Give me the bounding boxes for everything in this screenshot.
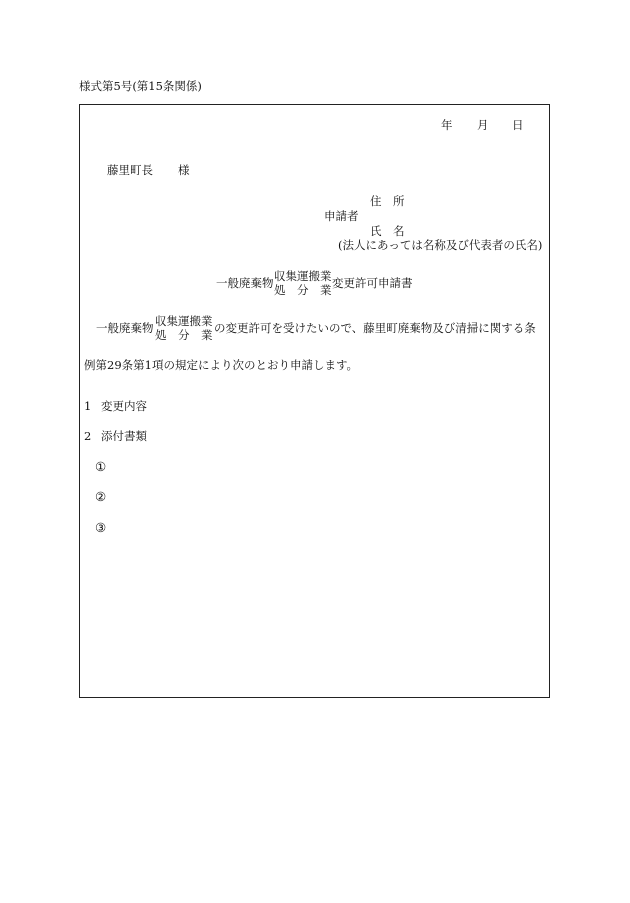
body-option-collection: 収集運搬業 (155, 314, 213, 328)
title-business-options (274, 269, 332, 297)
item-2-label: 添付書類 (101, 429, 147, 443)
applicant-name-label: 氏 名 (370, 224, 405, 238)
attachment-marker-3: ③ (95, 520, 107, 535)
body-prefix: 一般廃棄物 (96, 321, 154, 335)
date-year-label: 年 (441, 118, 453, 132)
item-1-label: 変更内容 (101, 399, 147, 413)
addressee-honorific: 様 (178, 163, 190, 177)
body-business-options (155, 314, 213, 342)
title-suffix: 変更許可申請書 (332, 276, 413, 290)
applicant-note: (法人にあっては名称及び代表者の氏名) (338, 238, 543, 252)
date-month-label: 月 (477, 118, 489, 132)
body-option-disposal: 処 分 業 (155, 328, 213, 342)
attachment-marker-2: ② (95, 489, 107, 504)
addressee-name: 藤里町長 (107, 163, 153, 177)
item-1-number: 1 (84, 399, 92, 413)
form-number: 様式第5号(第15条関係) (79, 79, 202, 93)
applicant-address-label: 住 所 (370, 194, 405, 208)
date-day-label: 日 (512, 118, 524, 132)
applicant-label: 申請者 (324, 209, 359, 223)
attachment-marker-1: ① (95, 459, 107, 474)
item-2-number: 2 (84, 429, 92, 443)
form-frame (79, 104, 550, 698)
title-option-collection: 収集運搬業 (274, 269, 332, 283)
title-prefix: 一般廃棄物 (216, 276, 274, 290)
body-line1-rest: の変更許可を受けたいので、藤里町廃棄物及び清掃に関する条 (214, 321, 536, 335)
body-line2: 例第29条第1項の規定により次のとおり申請します。 (84, 358, 359, 372)
title-option-disposal: 処 分 業 (274, 283, 332, 297)
